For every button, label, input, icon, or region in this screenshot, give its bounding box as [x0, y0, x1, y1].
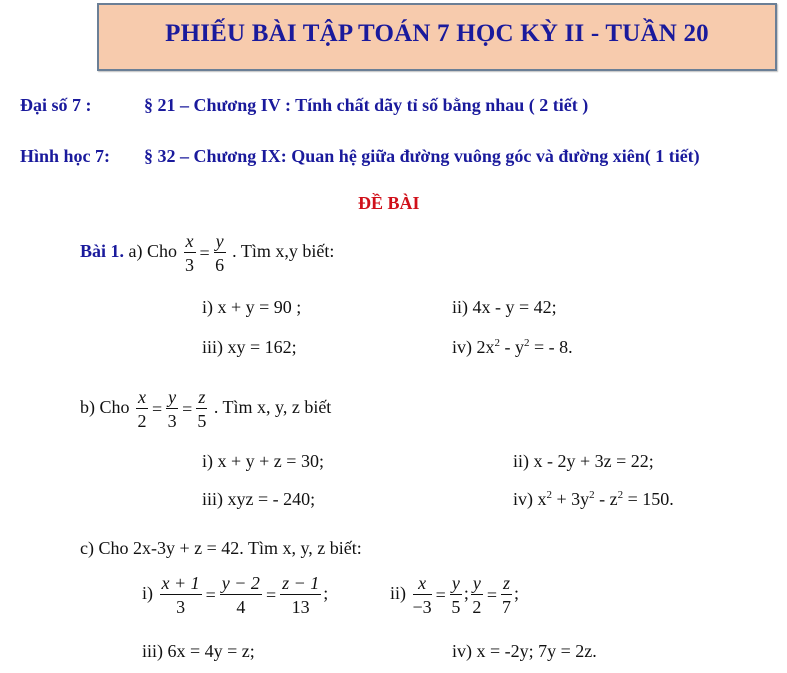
fraction-x-over-3: $\frac{x}{3}$ — [185, 231, 195, 275]
exercise-1a-statement: Bài 1. a) Cho $\frac{x}{3}$ = $\frac{y}{6}$ . Tìm x,y biết: — [80, 231, 335, 275]
fraction-x-plus-1-over-3: $\frac{x + 1}{3}$ — [161, 573, 200, 617]
section-geometry-content: § 32 – Chương IX: Quan hệ giữa đường vuông góc và đường xiên( 1 tiết) — [144, 146, 700, 166]
part-c-item-ii: ii) $\frac{x}{-3}$ = $\frac{y}{5}$ ; $\frac{y}{2}$ = $\frac{z}{7}$ ; — [390, 573, 520, 617]
part-a-prefix: a) Cho — [128, 241, 178, 262]
fraction-y-over-3: $\frac{y}{3}$ — [167, 387, 177, 431]
part-a-item-i: i) x + y = 90 ; — [202, 297, 302, 317]
exercise-heading: ĐỀ BÀI — [358, 193, 420, 213]
part-a-item-iii: iii) xy = 162; — [202, 337, 297, 357]
part-c-item-iii: iii) 6x = 4y = z; — [142, 641, 255, 661]
part-a-suffix: . Tìm x,y biết: — [232, 241, 335, 262]
exercise-1c-statement: c) Cho 2x-3y + z = 42. Tìm x, y, z biết: — [80, 538, 362, 558]
fraction-y-over-5: $\frac{y}{5}$ — [451, 573, 461, 617]
part-b-item-ii: ii) x - 2y + 3z = 22; — [513, 451, 654, 471]
part-b-item-iv: iv) $x^2 + 3y^2 - z^2 = 150$. — [513, 489, 674, 509]
part-b-prefix: b) Cho — [80, 397, 130, 418]
section-algebra-content: § 21 – Chương IV : Tính chất dãy tỉ số bằng nhau ( 2 tiết ) — [144, 95, 589, 115]
part-b-item-iii: iii) xyz = - 240; — [202, 489, 316, 509]
fraction-x-over-2: $\frac{x}{2}$ — [137, 387, 147, 431]
part-b-item-i: i) x + y + z = 30; — [202, 451, 324, 471]
section-geometry-label: Hình học 7: — [20, 146, 111, 166]
part-b-suffix: . Tìm x, y, z biết — [213, 397, 332, 418]
part-c-item-i: i) $\frac{x + 1}{3}$ = $\frac{y - 2}{4}$ = $\frac{z - 1}{13}$ ; — [142, 573, 329, 617]
fraction-z-over-5: $\frac{z}{5}$ — [197, 387, 207, 431]
exercise-1b-statement: b) Cho $\frac{x}{2}$ = $\frac{y}{3}$ = $\frac{z}{5}$ . Tìm x, y, z biết — [80, 387, 332, 431]
fraction-x-over-neg3: $\frac{x}{-3}$ — [412, 573, 432, 617]
fraction-y-over-2: $\frac{y}{2}$ — [472, 573, 482, 617]
fraction-z-minus-1-over-13: $\frac{z - 1}{13}$ — [282, 573, 320, 617]
part-a-item-ii: ii) 4x - y = 42; — [452, 297, 557, 317]
part-a-item-iv: iv) $2x^2 - y^2$ = - 8. — [452, 337, 573, 357]
title-box — [97, 3, 777, 71]
fraction-z-over-7: $\frac{z}{7}$ — [501, 573, 511, 617]
worksheet-title: PHIẾU BÀI TẬP TOÁN 7 HỌC KỲ II - TUẦN 20 — [165, 20, 709, 47]
fraction-y-over-6: $\frac{y}{6}$ — [215, 231, 225, 275]
section-algebra-label: Đại số 7 : — [20, 95, 92, 115]
part-c-item-iv: iv) x = -2y; 7y = 2z. — [452, 641, 597, 661]
exercise-label: Bài 1. — [80, 241, 125, 262]
fraction-y-minus-2-over-4: $\frac{y - 2}{4}$ — [221, 573, 260, 617]
